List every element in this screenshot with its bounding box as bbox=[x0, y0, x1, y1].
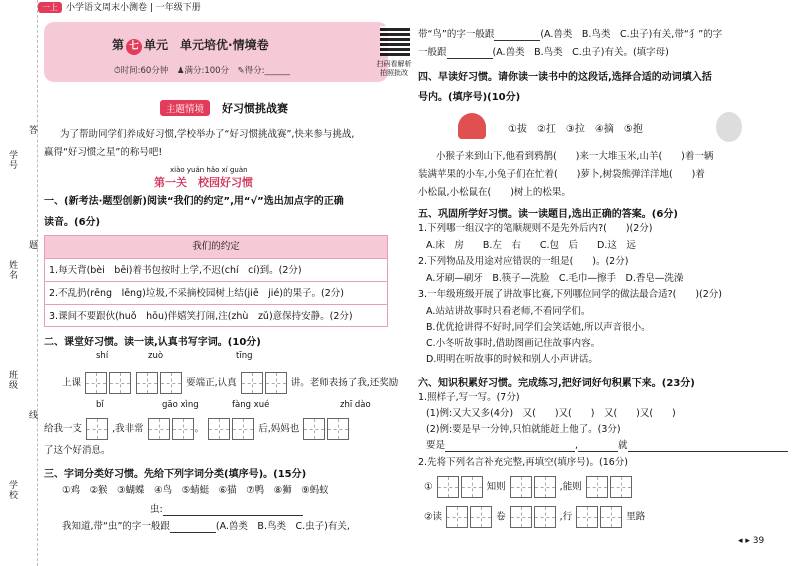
level1-pinyin: xiào yuán hǎo xí guàn bbox=[170, 166, 248, 174]
q4-para: 小猴子来到山下,他看到鸦鹊( )来一大堆玉米,山羊( )着一辆 bbox=[436, 151, 714, 162]
agreement-row[interactable]: 1.每天背(bèi bēi)着书包按时上学,不迟(chí cí)到。(2分) bbox=[45, 258, 387, 281]
agreement-row[interactable]: 3.课间不要跟伙(huǒ hōu)伴嬉笑打闹,注(zhù zǔ)意保持安静。(2分) bbox=[45, 304, 387, 327]
pinyin: bǐ bbox=[96, 400, 104, 410]
writing-box[interactable] bbox=[446, 506, 468, 528]
writing-box[interactable] bbox=[510, 506, 532, 528]
grade-badge: 一上 bbox=[38, 2, 62, 13]
q6b: 2.先将下列名言补充完整,再填空(填序号)。(16分) bbox=[418, 457, 628, 468]
writing-box[interactable] bbox=[265, 372, 287, 394]
writing-box[interactable] bbox=[461, 476, 483, 498]
theme-tag: 主题情境 bbox=[160, 100, 210, 116]
q2-line2: 给我一支 ,我非常 。 后,妈妈也 bbox=[44, 418, 350, 440]
pinyin: tīng bbox=[236, 351, 253, 361]
writing-box[interactable] bbox=[586, 476, 608, 498]
writing-box[interactable] bbox=[85, 372, 107, 394]
q5c-option[interactable]: B.优优抢讲得不好时,同学们会笑话她,所以声音很小。 bbox=[426, 322, 651, 333]
qr-caption: 扫码看解析 拍照批改 bbox=[376, 60, 412, 77]
writing-box[interactable] bbox=[232, 418, 254, 440]
q3-title: 三、字词分类好习惯。先给下列字词分类(填序号)。(15分) bbox=[44, 469, 307, 480]
writing-box[interactable] bbox=[109, 372, 131, 394]
writing-box[interactable] bbox=[610, 476, 632, 498]
q5a: 1.下列哪一组汉字的笔顺规则不是先外后内?( )(2分) bbox=[418, 223, 653, 234]
agreement-title: 我们的约定 bbox=[45, 236, 387, 258]
q5c-option[interactable]: A.站站讲故事时只看老师,不看同学们。 bbox=[426, 306, 591, 317]
q6a: 1.照样子,写一写。(7分) bbox=[418, 392, 520, 403]
unit-title: 第 七 单元 单元培优·情境卷 bbox=[112, 36, 269, 55]
writing-box[interactable] bbox=[172, 418, 194, 440]
q6b1: ① 知则 ,能则 bbox=[424, 476, 633, 498]
q5c-option[interactable]: D.明明在听故事的时候和别人小声讲话。 bbox=[426, 354, 598, 365]
pinyin: gāo xìng bbox=[162, 400, 199, 410]
writing-box[interactable] bbox=[86, 418, 108, 440]
q5-title: 五、巩固所学好习惯。读一读题目,选出正确的答案。(6分) bbox=[418, 209, 678, 220]
q6b2: ②读 卷 ,行 里路 bbox=[424, 506, 645, 528]
writing-box[interactable] bbox=[327, 418, 349, 440]
unit-banner bbox=[44, 22, 412, 82]
school-label: 学校 bbox=[7, 480, 17, 500]
q2-line1: 上课 要端正,认真 讲。老师表扬了我,还奖励 bbox=[62, 372, 398, 394]
gutter-mark: 答 bbox=[27, 125, 37, 135]
writing-box[interactable] bbox=[534, 476, 556, 498]
q3-insect: 虫: bbox=[150, 503, 303, 516]
q2-line3: 了这个好消息。 bbox=[44, 445, 111, 456]
writing-box[interactable] bbox=[160, 372, 182, 394]
qr-code[interactable] bbox=[380, 26, 410, 56]
header-text: 小学语文周末小测卷 | 一年级下册 bbox=[66, 3, 201, 13]
q3-items: ①鸡 ②猴 ③蝴蝶 ④鸟 ⑤蜻蜓 ⑥猫 ⑦鸭 ⑧狮 ⑨蚂蚁 bbox=[62, 485, 329, 496]
class-label: 班级 bbox=[7, 370, 17, 390]
mushroom-icon bbox=[458, 113, 486, 139]
agreement-row[interactable]: 2.不乱扔(rēng lēng)垃圾,不采摘校园树上结(jiē jié)的果子。(2分) bbox=[45, 281, 387, 304]
intro-line: 为了帮助同学们养成好习惯,学校举办了“好习惯挑战赛”,快来参与挑战, bbox=[60, 129, 355, 140]
q5b-options[interactable]: A.牙刷—刷牙 B.筷子—洗脸 C.毛巾—擦手 D.香皂—洗澡 bbox=[426, 273, 684, 284]
q6a3: 要是 , 就 bbox=[426, 439, 788, 452]
q6a2: (2)例:要是早一分钟,只怕就能赶上他了。(3分) bbox=[426, 424, 621, 435]
writing-box[interactable] bbox=[576, 506, 598, 528]
q4-para: 装满苹果的小车,小兔子们在忙着( )萝卜,树袋熊弹洋洋地( )着 bbox=[418, 169, 705, 180]
writing-box[interactable] bbox=[241, 372, 263, 394]
q4-title: 四、早读好习惯。请你读一读书中的这段话,选择合适的动词填入括 bbox=[418, 72, 712, 83]
page-header bbox=[38, 0, 400, 16]
intro-line: 赢得“好习惯之星”的称号吧! bbox=[44, 147, 163, 158]
student-number-label: 学号 bbox=[7, 150, 17, 170]
q1-title-cont: 读音。(6分) bbox=[44, 217, 101, 228]
q2-title: 二、课堂好习惯。读一读,认真书写字词。(10分) bbox=[44, 337, 261, 348]
writing-box[interactable] bbox=[136, 372, 158, 394]
level1-title: 第一关 校园好习惯 bbox=[154, 176, 253, 189]
q3-text: 我知道,带“虫”的字一般跟 (A.兽类 B.鸟类 C.虫子)有关, bbox=[62, 521, 350, 532]
gutter-mark: 题 bbox=[27, 240, 37, 250]
q5c-option[interactable]: C.小冬听故事时,借助图画记住故事内容。 bbox=[426, 338, 601, 349]
name-label: 姓名 bbox=[7, 260, 17, 280]
writing-box[interactable] bbox=[148, 418, 170, 440]
page-number: ◂ ▸ 39 bbox=[738, 536, 765, 546]
agreement-box bbox=[44, 235, 388, 327]
writing-box[interactable] bbox=[208, 418, 230, 440]
q4-title-cont: 号内。(填序号)(10分) bbox=[418, 92, 521, 103]
pinyin: shí bbox=[96, 351, 109, 361]
r2: 一般跟 (A.兽类 B.鸟类 C.虫子)有关。(填字母) bbox=[418, 47, 669, 58]
writing-box[interactable] bbox=[470, 506, 492, 528]
r1: 带“鸟”的字一般跟 (A.兽类 B.鸟类 C.虫子)有关,带“犭”的字 bbox=[418, 29, 723, 40]
writing-box[interactable] bbox=[600, 506, 622, 528]
q5a-options[interactable]: A.床 房 B.左 右 C.包 后 D.这 远 bbox=[426, 240, 636, 251]
q6-title: 六、知识积累好习惯。完成练习,把好词好句积累下来。(23分) bbox=[418, 378, 695, 389]
exam-meta: ⏱时间:60分钟 ♟满分:100分 ✎得分:______ bbox=[114, 66, 291, 76]
pinyin: fàng xué bbox=[232, 400, 270, 410]
writing-box[interactable] bbox=[510, 476, 532, 498]
writing-box[interactable] bbox=[437, 476, 459, 498]
q4-para: 小松鼠,小松鼠在( )树上的松果。 bbox=[418, 187, 571, 198]
q5c: 3.一年级班级开展了讲故事比赛,下列哪位同学的做法最合适?( )(2分) bbox=[418, 289, 722, 300]
writing-box[interactable] bbox=[534, 506, 556, 528]
pinyin: zhī dào bbox=[340, 400, 371, 410]
gutter-mark: 线 bbox=[27, 410, 37, 420]
q6a1[interactable]: (1)例:又大又多(4分) 又( )又( ) 又( )又( ) bbox=[426, 408, 676, 419]
squirrel-icon bbox=[716, 112, 742, 142]
theme-title: 好习惯挑战赛 bbox=[222, 102, 288, 115]
q4-options: ①拔 ②扛 ③拉 ④摘 ⑤抱 bbox=[508, 124, 643, 135]
writing-box[interactable] bbox=[303, 418, 325, 440]
q1-title: 一、(新考法·题型创新)阅读“我们的约定”,用“√”选出加点字的正确 bbox=[44, 196, 344, 207]
pinyin: zuò bbox=[148, 351, 164, 361]
q5b: 2.下列物品及用途对应错误的一组是( )。(2分) bbox=[418, 256, 629, 267]
